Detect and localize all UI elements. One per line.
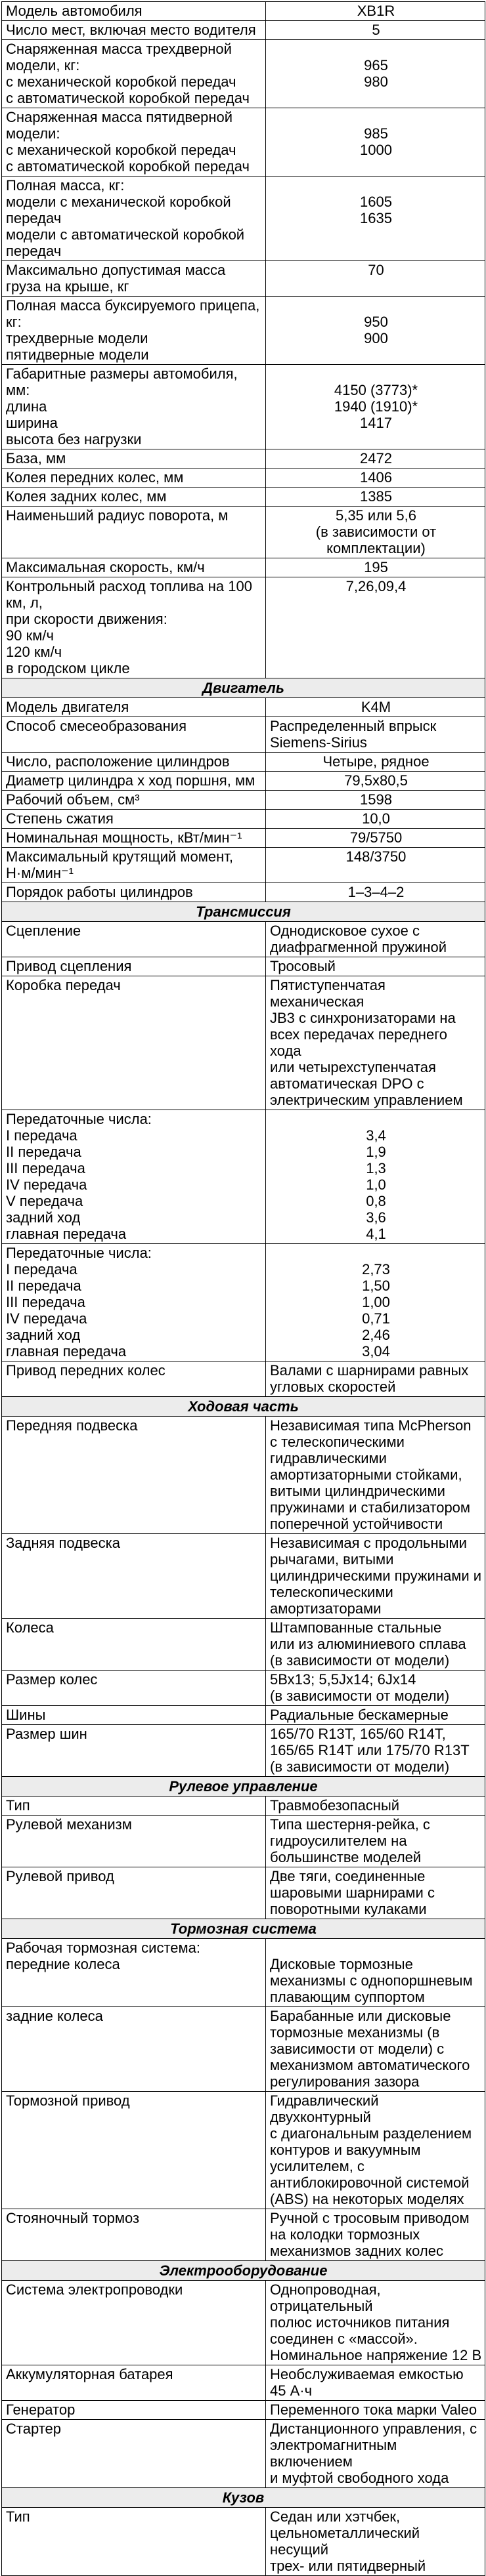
spec-label: Максимальный крутящий момент, Н·м/мин⁻¹ bbox=[2, 848, 266, 883]
spec-label: Стартер bbox=[2, 2420, 266, 2488]
spec-row bbox=[2, 2209, 485, 2261]
spec-value: 1406 bbox=[266, 468, 485, 488]
section-title: Ходовая часть bbox=[2, 1397, 485, 1417]
spec-row bbox=[2, 1110, 485, 1244]
spec-value: 4150 (3773)* 1940 (1910)* 1417 bbox=[266, 365, 485, 449]
spec-label: задние колеса bbox=[2, 2007, 266, 2092]
spec-row bbox=[2, 1816, 485, 1867]
spec-label: Стояночный тормоз bbox=[2, 2209, 266, 2261]
spec-value: Валами с шарнирами равных угловых скоростей bbox=[266, 1361, 485, 1397]
spec-value: 165/70 R13T, 165/60 R14T, 165/65 R14T или 175/70 R13T (в зависимости от модели) bbox=[266, 1725, 485, 1777]
spec-row bbox=[2, 1244, 485, 1361]
spec-value: Однодисковое сухое с диафрагменной пружиной bbox=[266, 922, 485, 957]
spec-label: Снаряженная масса трехдверной модели, кг: с механической коробкой передач с автоматической коробкой передач bbox=[2, 40, 266, 108]
section-title: Кузов bbox=[2, 2488, 485, 2508]
spec-row bbox=[2, 449, 485, 468]
spec-value: Дисковые тормозные механизмы с однопоршневым плавающим суппортом bbox=[266, 1939, 485, 2007]
spec-value: Ручной с тросовым приводом на колодки тормозных механизмов задних колес bbox=[266, 2209, 485, 2261]
spec-value: 2,73 1,50 1,00 0,71 2,46 3,04 bbox=[266, 1244, 485, 1361]
spec-value: 3,4 1,9 1,3 1,0 0,8 3,6 4,1 bbox=[266, 1110, 485, 1244]
spec-value: 70 bbox=[266, 261, 485, 297]
spec-label: Снаряженная масса пятидверной модели: с механической коробкой передач с автоматической коробкой передач bbox=[2, 108, 266, 177]
spec-value: 1385 bbox=[266, 488, 485, 507]
spec-row bbox=[2, 261, 485, 297]
spec-value: Однопроводная, отрицательный полюс источников питания соединен с «массой». Номинальное напряжение 12 В bbox=[266, 2281, 485, 2365]
spec-label: Способ смесеобразования bbox=[2, 717, 266, 753]
spec-row bbox=[2, 1706, 485, 1725]
spec-value: Седан или хэтчбек, цельнометаллический несущий трех- или пятидверный bbox=[266, 2508, 485, 2576]
spec-label: Тип bbox=[2, 1797, 266, 1816]
spec-row bbox=[2, 1939, 485, 2007]
spec-label: Привод передних колес bbox=[2, 1361, 266, 1397]
spec-label: Число мест, включая место водителя bbox=[2, 21, 266, 40]
spec-label: Рабочий объем, см³ bbox=[2, 791, 266, 810]
spec-value: 1–3–4–2 bbox=[266, 883, 485, 902]
spec-label: Рабочая тормозная система: передние колеса bbox=[2, 1939, 266, 2007]
spec-row bbox=[2, 2401, 485, 2420]
spec-row bbox=[2, 1671, 485, 1706]
spec-label: Тип bbox=[2, 2508, 266, 2576]
spec-row bbox=[2, 922, 485, 957]
spec-row bbox=[2, 1797, 485, 1816]
section-title: Рулевое управление bbox=[2, 1777, 485, 1797]
spec-row bbox=[2, 1534, 485, 1619]
section-header-row bbox=[2, 678, 485, 698]
spec-row bbox=[2, 810, 485, 829]
spec-label: Модель двигателя bbox=[2, 698, 266, 717]
spec-value: Дистанционного управления, с электромагнитным включением и муфтой свободного хода bbox=[266, 2420, 485, 2488]
spec-value: Необслуживаемая емкостью 45 А·ч bbox=[266, 2365, 485, 2401]
spec-value: 79/5750 bbox=[266, 829, 485, 848]
spec-value: 2472 bbox=[266, 449, 485, 468]
spec-label: Передаточные числа: I передача II передача III передача IV передача V передача задний ход главная передача bbox=[2, 1110, 266, 1244]
spec-row bbox=[2, 21, 485, 40]
spec-value: Пятиступенчатая механическая JB3 с синхронизаторами на всех передачах переднего хода или четырехступенчатая автоматическая DPO с электрическим управлением bbox=[266, 976, 485, 1110]
spec-value: 950 900 bbox=[266, 297, 485, 365]
spec-label: Полная масса, кг: модели с механической коробкой передач модели с автоматической коробкой передач bbox=[2, 177, 266, 261]
spec-label: Число, расположение цилиндров bbox=[2, 753, 266, 772]
spec-label: Размер шин bbox=[2, 1725, 266, 1777]
spec-row bbox=[2, 1725, 485, 1777]
spec-label: База, мм bbox=[2, 449, 266, 468]
section-header-row bbox=[2, 902, 485, 922]
spec-label: Шины bbox=[2, 1706, 266, 1725]
spec-label: Рулевой механизм bbox=[2, 1816, 266, 1867]
spec-label: Наименьший радиус поворота, м bbox=[2, 507, 266, 558]
section-header-row bbox=[2, 1397, 485, 1417]
spec-row bbox=[2, 2420, 485, 2488]
spec-value: 1598 bbox=[266, 791, 485, 810]
spec-label: Размер колес bbox=[2, 1671, 266, 1706]
spec-row bbox=[2, 468, 485, 488]
spec-table-body bbox=[2, 2, 485, 2576]
spec-value: 10,0 bbox=[266, 810, 485, 829]
section-header-row bbox=[2, 1919, 485, 1939]
spec-row bbox=[2, 2365, 485, 2401]
spec-row bbox=[2, 488, 485, 507]
spec-value: 5 bbox=[266, 21, 485, 40]
spec-label: Полная масса буксируемого прицепа, кг: трехдверные модели пятидверные модели bbox=[2, 297, 266, 365]
spec-label: Порядок работы цилиндров bbox=[2, 883, 266, 902]
spec-row bbox=[2, 753, 485, 772]
spec-label: Аккумуляторная батарея bbox=[2, 2365, 266, 2401]
spec-row bbox=[2, 976, 485, 1110]
spec-row bbox=[2, 177, 485, 261]
spec-row bbox=[2, 2, 485, 21]
spec-label: Колеса bbox=[2, 1619, 266, 1671]
spec-row bbox=[2, 108, 485, 177]
section-header-row bbox=[2, 1777, 485, 1797]
spec-value: XB1R bbox=[266, 2, 485, 21]
spec-value: 7,26,09,4 bbox=[266, 577, 485, 678]
spec-row bbox=[2, 1361, 485, 1397]
spec-row bbox=[2, 791, 485, 810]
spec-label: Сцепление bbox=[2, 922, 266, 957]
spec-label: Диаметр цилиндра х ход поршня, мм bbox=[2, 772, 266, 791]
spec-label: Генератор bbox=[2, 2401, 266, 2420]
spec-value: Травмобезопасный bbox=[266, 1797, 485, 1816]
spec-value: Радиальные бескамерные bbox=[266, 1706, 485, 1725]
spec-row bbox=[2, 717, 485, 753]
spec-label: Максимально допустимая масса груза на крыше, кг bbox=[2, 261, 266, 297]
spec-label: Передаточные числа: I передача II передача III передача IV передача задний ход главная передача bbox=[2, 1244, 266, 1361]
spec-row bbox=[2, 848, 485, 883]
spec-value: Штампованные стальные или из алюминиевого сплава (в зависимости от модели) bbox=[266, 1619, 485, 1671]
spec-value: Распределенный впрыск Siemens-Sirius bbox=[266, 717, 485, 753]
spec-value: Независимая типа McPherson с телескопическими гидравлическими амортизаторными стойками, витыми цилиндрическими пружинами и стабилизатором поперечной устойчивости bbox=[266, 1417, 485, 1534]
spec-value: Переменного тока марки Valeo bbox=[266, 2401, 485, 2420]
spec-label: Передняя подвеска bbox=[2, 1417, 266, 1534]
spec-value: 148/3750 bbox=[266, 848, 485, 883]
spec-label: Колея задних колес, мм bbox=[2, 488, 266, 507]
spec-label: Колея передних колес, мм bbox=[2, 468, 266, 488]
spec-label: Степень сжатия bbox=[2, 810, 266, 829]
spec-table bbox=[1, 1, 485, 2576]
section-title: Электрооборудование bbox=[2, 2261, 485, 2281]
spec-row bbox=[2, 829, 485, 848]
section-title: Трансмиссия bbox=[2, 902, 485, 922]
spec-row bbox=[2, 577, 485, 678]
spec-label: Тормозной привод bbox=[2, 2092, 266, 2209]
spec-row bbox=[2, 1619, 485, 1671]
spec-row bbox=[2, 2281, 485, 2365]
spec-label: Система электропроводки bbox=[2, 2281, 266, 2365]
spec-row bbox=[2, 297, 485, 365]
spec-value: Независимая с продольными рычагами, витыми цилиндрическими пружинами и телескопическими амортизаторами bbox=[266, 1534, 485, 1619]
spec-value: 5,35 или 5,6 (в зависимости от комплектации) bbox=[266, 507, 485, 558]
spec-value: Гидравлический двухконтурный с диагональным разделением контуров и вакуумным усилителем, с антиблокировочной системой (ABS) на некоторых моделях bbox=[266, 2092, 485, 2209]
spec-value: 985 1000 bbox=[266, 108, 485, 177]
spec-row bbox=[2, 1417, 485, 1534]
spec-value: Две тяги, соединенные шаровыми шарнирами с поворотными кулаками bbox=[266, 1867, 485, 1919]
spec-row bbox=[2, 883, 485, 902]
spec-label: Коробка передач bbox=[2, 976, 266, 1110]
spec-row bbox=[2, 698, 485, 717]
spec-label: Привод сцепления bbox=[2, 957, 266, 976]
spec-value: Типа шестерня-рейка, с гидроусилителем на большинстве моделей bbox=[266, 1816, 485, 1867]
spec-label: Габаритные размеры автомобиля, мм: длина ширина высота без нагрузки bbox=[2, 365, 266, 449]
spec-row bbox=[2, 558, 485, 577]
spec-label: Рулевой привод bbox=[2, 1867, 266, 1919]
spec-row bbox=[2, 1867, 485, 1919]
spec-row bbox=[2, 40, 485, 108]
spec-value: 79,5х80,5 bbox=[266, 772, 485, 791]
spec-row bbox=[2, 2508, 485, 2576]
section-title: Тормозная система bbox=[2, 1919, 485, 1939]
section-header-row bbox=[2, 2261, 485, 2281]
spec-label: Максимальная скорость, км/ч bbox=[2, 558, 266, 577]
spec-value: 965 980 bbox=[266, 40, 485, 108]
spec-row bbox=[2, 507, 485, 558]
section-title: Двигатель bbox=[2, 678, 485, 698]
spec-value: Тросовый bbox=[266, 957, 485, 976]
spec-label: Модель автомобиля bbox=[2, 2, 266, 21]
spec-label: Контрольный расход топлива на 100 км, л, при скорости движения: 90 км/ч 120 км/ч в городском цикле bbox=[2, 577, 266, 678]
spec-value: K4M bbox=[266, 698, 485, 717]
spec-row bbox=[2, 957, 485, 976]
spec-row bbox=[2, 365, 485, 449]
spec-row bbox=[2, 2092, 485, 2209]
spec-value: 5Вх13; 5,5Jх14; 6Jх14 (в зависимости от модели) bbox=[266, 1671, 485, 1706]
spec-row bbox=[2, 772, 485, 791]
spec-value: 1605 1635 bbox=[266, 177, 485, 261]
spec-value: Барабанные или дисковые тормозные механизмы (в зависимости от модели) с механизмом автоматического регулирования зазора bbox=[266, 2007, 485, 2092]
spec-label: Задняя подвеска bbox=[2, 1534, 266, 1619]
spec-value: 195 bbox=[266, 558, 485, 577]
spec-label: Номинальная мощность, кВт/мин⁻¹ bbox=[2, 829, 266, 848]
spec-row bbox=[2, 2007, 485, 2092]
spec-value: Четыре, рядное bbox=[266, 753, 485, 772]
section-header-row bbox=[2, 2488, 485, 2508]
